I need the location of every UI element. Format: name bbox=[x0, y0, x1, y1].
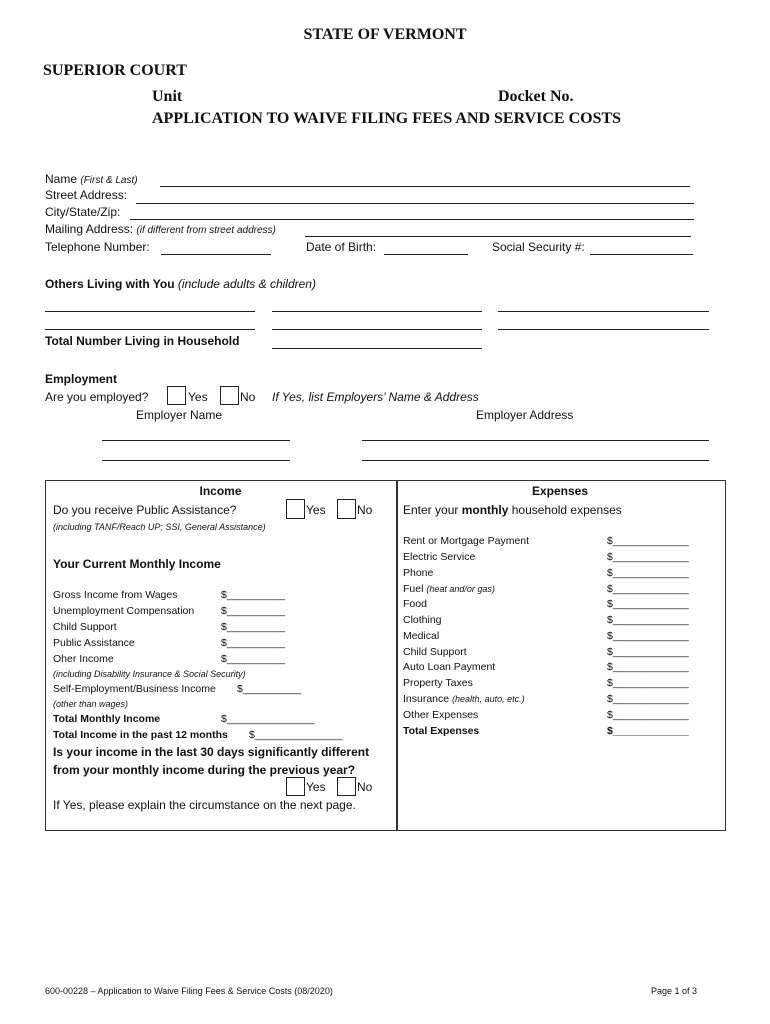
ssn-field[interactable] bbox=[590, 254, 693, 255]
total-expenses-field[interactable]: $_____________ bbox=[607, 725, 689, 737]
income-difference-yes-checkbox[interactable] bbox=[286, 777, 305, 796]
total-household-field[interactable] bbox=[272, 348, 482, 349]
ssn-label: Social Security #: bbox=[492, 240, 585, 254]
expense-row-field[interactable]: $_____________ bbox=[607, 598, 689, 610]
employer-address-field[interactable] bbox=[362, 440, 709, 441]
expense-row-label: Electric Service bbox=[403, 551, 476, 563]
household-member-field[interactable] bbox=[272, 311, 482, 312]
income-difference-question-line2: from your monthly income during the previous year? bbox=[53, 763, 356, 777]
employed-no-checkbox[interactable] bbox=[220, 386, 239, 405]
court-heading: SUPERIOR COURT bbox=[43, 62, 187, 79]
expense-row-label: Food bbox=[403, 598, 427, 610]
income-heading: Income bbox=[199, 484, 242, 498]
public-assistance-yes-label: Yes bbox=[306, 503, 326, 517]
mailing-hint: (if different from street address) bbox=[136, 225, 276, 236]
docket-label: Docket No. bbox=[498, 88, 574, 105]
name-label: Name bbox=[45, 172, 78, 186]
dob-label: Date of Birth: bbox=[306, 240, 377, 254]
expense-row-label: Auto Loan Payment bbox=[403, 661, 496, 673]
expense-row-label: Rent or Mortgage Payment bbox=[403, 535, 530, 547]
mailing-label-group bbox=[45, 222, 276, 236]
income-row-field[interactable]: $__________ bbox=[221, 637, 286, 649]
dob-field[interactable] bbox=[384, 254, 468, 255]
expenses-intro-bold: monthly bbox=[461, 503, 509, 517]
income-row-label: Unemployment Compensation bbox=[53, 605, 195, 617]
state-heading: STATE OF VERMONT bbox=[303, 26, 467, 43]
household-member-field[interactable] bbox=[498, 329, 709, 330]
city-label: City/State/Zip: bbox=[45, 205, 121, 219]
income-row-field[interactable]: $__________ bbox=[221, 653, 286, 665]
expenses-intro-post: household expenses bbox=[511, 503, 622, 517]
income-row-label: Child Support bbox=[53, 621, 117, 633]
employer-instructions: If Yes, list Employers’ Name & Address bbox=[272, 390, 479, 404]
expense-row-field[interactable]: $_____________ bbox=[607, 646, 689, 658]
expense-row-label: Other Expenses bbox=[403, 709, 479, 721]
expense-row-field[interactable]: $_____________ bbox=[607, 709, 689, 721]
phone-label: Telephone Number: bbox=[45, 240, 150, 254]
public-assistance-note: (including TANF/Reach UP; SSI, General Assistance) bbox=[53, 522, 266, 532]
expense-row-field[interactable]: $_____________ bbox=[607, 693, 689, 705]
income-row-label: Gross Income from Wages bbox=[53, 589, 178, 601]
household-member-field[interactable] bbox=[498, 311, 709, 312]
expense-row-field[interactable]: $_____________ bbox=[607, 583, 689, 595]
expense-row-field[interactable]: $_____________ bbox=[607, 677, 689, 689]
expense-row-label: Fuel (heat and/or gas) bbox=[403, 583, 495, 595]
expense-row-label: Medical bbox=[403, 630, 440, 642]
monthly-income-heading: Your Current Monthly Income bbox=[53, 557, 221, 571]
household-member-field[interactable] bbox=[45, 311, 255, 312]
mailing-field[interactable] bbox=[305, 236, 691, 237]
total-monthly-income-label: Total Monthly Income bbox=[53, 713, 161, 725]
expense-row-field[interactable]: $_____________ bbox=[607, 630, 689, 642]
total-12-months-field[interactable]: $_______________ bbox=[249, 729, 343, 741]
expense-row-field[interactable]: $_____________ bbox=[607, 567, 689, 579]
city-field[interactable] bbox=[130, 219, 694, 220]
employed-no-label: No bbox=[240, 390, 256, 404]
expense-row-field[interactable]: $_____________ bbox=[607, 535, 689, 547]
employed-question: Are you employed? bbox=[45, 390, 149, 404]
others-heading bbox=[45, 277, 316, 291]
expense-row-label: Child Support bbox=[403, 646, 467, 658]
expense-row-label: Property Taxes bbox=[403, 677, 473, 689]
employer-name-label: Employer Name bbox=[136, 408, 223, 422]
self-employment-label: Self-Employment/Business Income bbox=[53, 683, 216, 695]
others-hint: (include adults & children) bbox=[177, 277, 316, 291]
total-monthly-income-field[interactable]: $_______________ bbox=[221, 713, 315, 725]
explain-instructions: If Yes, please explain the circumstance on the next page. bbox=[53, 798, 356, 812]
employment-heading: Employment bbox=[45, 372, 118, 386]
income-row-label: Oher Income bbox=[53, 653, 114, 665]
employer-address-field[interactable] bbox=[362, 460, 709, 461]
household-member-field[interactable] bbox=[272, 329, 482, 330]
household-member-field[interactable] bbox=[45, 329, 255, 330]
expense-row-field[interactable]: $_____________ bbox=[607, 661, 689, 673]
mailing-label: Mailing Address: bbox=[45, 222, 134, 236]
name-label-group bbox=[45, 172, 138, 186]
expense-row-label: Phone bbox=[403, 567, 434, 579]
other-wages-note: (other than wages) bbox=[53, 699, 129, 709]
expense-row-label: Clothing bbox=[403, 614, 442, 626]
total-household-label: Total Number Living in Household bbox=[45, 334, 240, 348]
income-difference-question-line1: Is your income in the last 30 days significantly different bbox=[53, 745, 370, 759]
expense-row-field[interactable]: $_____________ bbox=[607, 614, 689, 626]
expense-row-label: Insurance (health, auto, etc.) bbox=[403, 693, 525, 705]
public-assistance-no-label: No bbox=[357, 503, 373, 517]
income-difference-no-checkbox[interactable] bbox=[337, 777, 356, 796]
expenses-intro bbox=[403, 503, 622, 517]
page-number: Page 1 of 3 bbox=[651, 986, 698, 996]
public-assistance-question: Do you receive Public Assistance? bbox=[53, 503, 237, 517]
employed-yes-checkbox[interactable] bbox=[167, 386, 186, 405]
expenses-intro-pre: Enter your bbox=[403, 503, 459, 517]
income-row-field[interactable]: $__________ bbox=[221, 589, 286, 601]
street-label: Street Address: bbox=[45, 188, 128, 202]
name-field[interactable] bbox=[160, 186, 690, 187]
unit-label: Unit bbox=[152, 88, 183, 105]
income-row-field[interactable]: $__________ bbox=[221, 605, 286, 617]
income-row-field[interactable]: $__________ bbox=[221, 621, 286, 633]
name-hint: (First & Last) bbox=[80, 175, 138, 186]
income-difference-yes-label: Yes bbox=[306, 780, 326, 794]
others-label: Others Living with You bbox=[45, 277, 175, 291]
expenses-heading: Expenses bbox=[531, 484, 589, 498]
form-id: 600-00228 – Application to Waive Filing Fees & Service Costs (08/2020) bbox=[45, 986, 333, 996]
employer-name-field[interactable] bbox=[102, 440, 290, 441]
public-assistance-no-checkbox[interactable] bbox=[337, 499, 356, 519]
income-row-label: Public Assistance bbox=[53, 637, 135, 649]
total-12-months-label: Total Income in the past 12 months bbox=[53, 729, 228, 741]
total-expenses-label: Total Expenses bbox=[403, 725, 480, 737]
employer-name-field[interactable] bbox=[102, 460, 290, 461]
disability-note: (including Disability Insurance & Social Security) bbox=[53, 669, 246, 679]
street-field[interactable] bbox=[136, 203, 694, 204]
employer-address-label: Employer Address bbox=[476, 408, 574, 422]
income-difference-no-label: No bbox=[357, 780, 373, 794]
public-assistance-yes-checkbox[interactable] bbox=[286, 499, 305, 519]
form-title: APPLICATION TO WAIVE FILING FEES AND SERVICE COSTS bbox=[152, 110, 622, 127]
phone-field[interactable] bbox=[161, 254, 271, 255]
employed-yes-label: Yes bbox=[188, 390, 208, 404]
self-employment-field[interactable]: $__________ bbox=[237, 683, 302, 695]
expense-row-field[interactable]: $_____________ bbox=[607, 551, 689, 563]
